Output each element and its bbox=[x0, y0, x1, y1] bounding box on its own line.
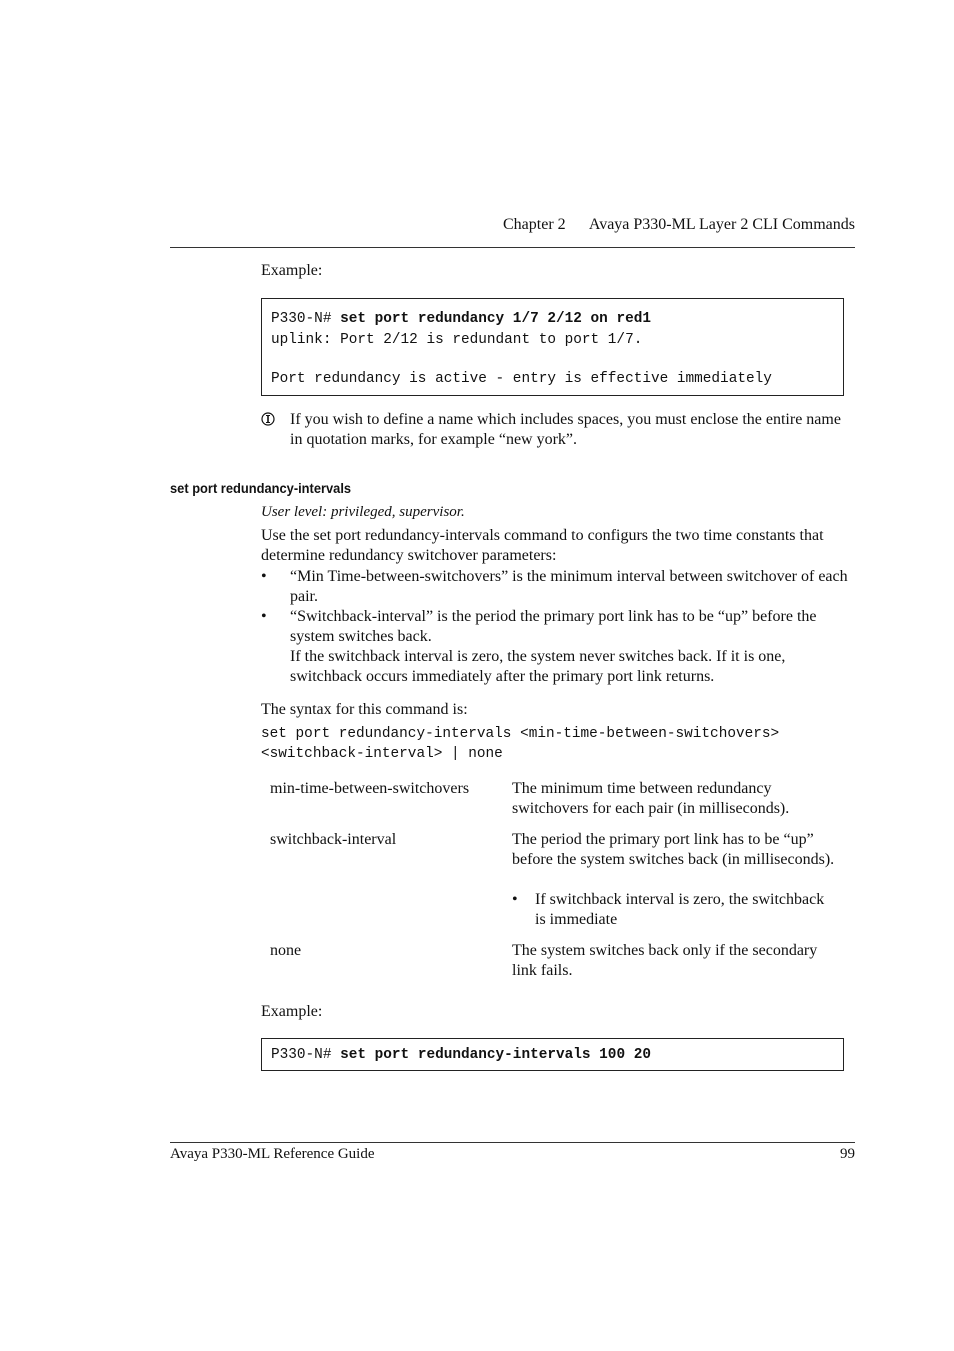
param-desc: The minimum time between redundancy switchovers for each pair (in milliseconds). bbox=[512, 780, 790, 817]
syntax-line: <switchback-interval> | none bbox=[261, 746, 503, 762]
code-example-box bbox=[261, 1038, 844, 1071]
command-line bbox=[271, 1045, 651, 1065]
param-desc: The system switches back only if the secondary link fails. bbox=[512, 942, 818, 979]
cli-prompt: P330-N# bbox=[271, 311, 332, 327]
param-name: min-time-between-switchovers bbox=[270, 780, 470, 797]
footer-rule bbox=[170, 1142, 855, 1143]
code-example-box bbox=[261, 298, 844, 396]
intro-paragraph: Use the set port redundancy-intervals command to configurs the two time constants that determine redundancy switchover parameters: bbox=[261, 527, 824, 564]
bullet-text: “Switchback-interval” is the period the primary port link has to be “up” before the system switches back. bbox=[290, 608, 817, 645]
chapter-title: Avaya P330-ML Layer 2 CLI Commands bbox=[588, 216, 855, 233]
syntax-label: The syntax for this command is: bbox=[261, 701, 468, 718]
param-sub-bullet: • If switchback interval is zero, the switchback is immediate bbox=[512, 890, 842, 930]
param-name: none bbox=[270, 942, 302, 959]
cli-command: set port redundancy-intervals 100 20 bbox=[340, 1047, 651, 1063]
running-header bbox=[170, 215, 855, 235]
command-line bbox=[271, 309, 651, 329]
syntax-line: set port redundancy-intervals <min-time-between-switchovers> bbox=[261, 726, 780, 742]
note-text: If you wish to define a name which includes spaces, you must enclose the entire name in quotation marks, for example “new york”. bbox=[290, 411, 841, 448]
cli-prompt: P330-N# bbox=[271, 1047, 332, 1063]
bullet-item: • “Switchback-interval” is the period the primary port link has to be “up” before the system switches back. If the switchback interval is zero, the system never switches back. If it is one, switchback occurs immediately after the primary port link returns. bbox=[261, 607, 856, 687]
header-rule bbox=[170, 247, 855, 248]
bullet-text: “Min Time-between-switchovers” is the minimum interval between switchover of each pair. bbox=[290, 568, 848, 605]
param-name: switchback-interval bbox=[270, 831, 397, 848]
example-label: Example: bbox=[261, 1003, 323, 1020]
info-icon bbox=[261, 410, 277, 428]
example-label: Example: bbox=[261, 262, 323, 279]
sub-bullet-text: If switchback interval is zero, the switchback is immediate bbox=[535, 891, 825, 928]
param-desc: The period the primary port link has to be “up” before the system switches back (in milliseconds). bbox=[512, 831, 835, 868]
section-heading: set port redundancy-intervals bbox=[170, 480, 352, 496]
user-level: User level: privileged, supervisor. bbox=[261, 504, 465, 520]
output-line: Port redundancy is active - entry is effective immediately bbox=[271, 371, 772, 387]
bullet-item: • “Min Time-between-switchovers” is the minimum interval between switchover of each pair. bbox=[261, 567, 856, 607]
bullet-extra-text: If the switchback interval is zero, the system never switches back. If it is one, switchback occurs immediately after the primary port link returns. bbox=[290, 648, 786, 685]
cli-command: set port redundancy 1/7 2/12 on red1 bbox=[340, 311, 651, 327]
chapter-label: Chapter 2 bbox=[503, 216, 566, 233]
output-line: uplink: Port 2/12 is redundant to port 1/7. bbox=[271, 332, 643, 348]
page-number: 99 bbox=[840, 1146, 855, 1162]
footer-title: Avaya P330-ML Reference Guide bbox=[170, 1146, 375, 1162]
